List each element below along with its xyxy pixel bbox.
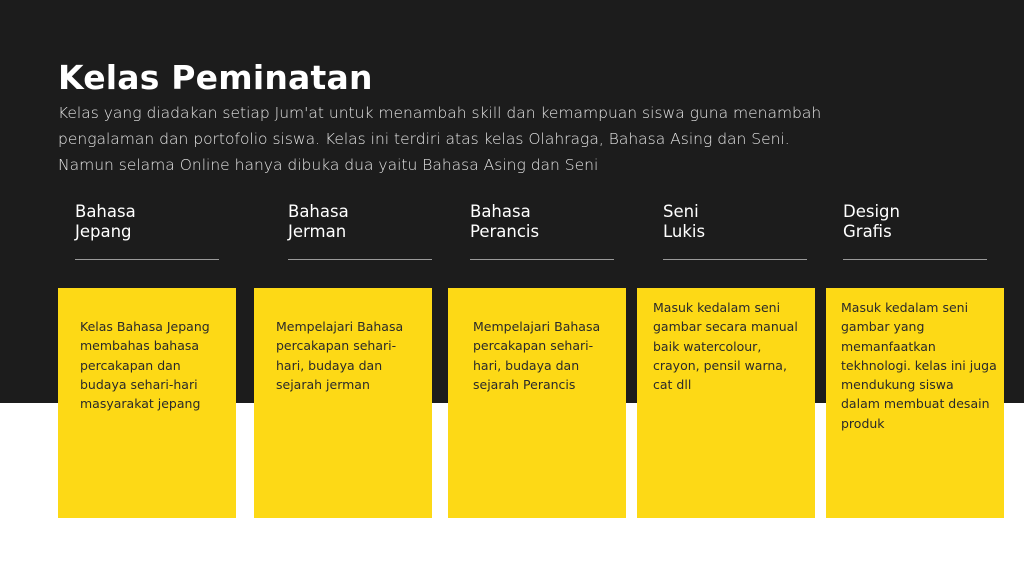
course-heading-line: Seni bbox=[663, 202, 699, 221]
course-card-bahasa-jerman bbox=[254, 288, 432, 518]
course-heading-line: Bahasa bbox=[75, 202, 136, 221]
course-heading-line: Jerman bbox=[288, 221, 347, 241]
description-line: Kelas yang diadakan setiap Jum'at untuk menambah skill dan kemampuan siswa guna menambah bbox=[58, 104, 822, 122]
course-heading-line: Lukis bbox=[663, 221, 706, 241]
course-heading-bahasa-perancis bbox=[470, 202, 615, 241]
card-text-line: sejarah Perancis bbox=[473, 376, 576, 392]
card-text-line: masyarakat jepang bbox=[80, 396, 201, 412]
card-text-line: produk bbox=[841, 415, 885, 431]
card-text-line: baik watercolour, bbox=[653, 338, 762, 354]
course-heading-seni-lukis bbox=[663, 202, 808, 241]
card-text-line: sejarah jerman bbox=[276, 376, 370, 392]
card-text-line: mendukung siswa bbox=[841, 377, 954, 393]
course-heading-line: Jepang bbox=[75, 221, 132, 241]
card-text-line: tekhnologi. kelas ini juga bbox=[841, 357, 997, 373]
card-text-line: Mempelajari Bahasa bbox=[276, 319, 404, 334]
course-heading-line: Bahasa bbox=[470, 202, 531, 221]
card-text-line: gambar secara manual bbox=[653, 319, 798, 335]
card-text-line: membahas bahasa bbox=[80, 338, 200, 354]
card-text-line: percakapan sehari- bbox=[276, 338, 397, 354]
course-card-design-grafis bbox=[826, 288, 1004, 518]
card-text-line: Masuk kedalam seni bbox=[841, 300, 969, 315]
card-text-line: cat dll bbox=[653, 377, 692, 393]
card-text-line: percakapan sehari- bbox=[473, 338, 594, 354]
card-text-line: Masuk kedalam seni bbox=[653, 300, 781, 315]
page-description bbox=[58, 100, 878, 178]
course-card-bahasa-perancis bbox=[448, 288, 626, 518]
card-text-line: crayon, pensil warna, bbox=[653, 357, 787, 373]
card-text-line: memanfaatkan bbox=[841, 338, 936, 354]
heading-divider bbox=[288, 259, 432, 260]
heading-divider bbox=[470, 259, 614, 260]
card-text-line: dalam membuat desain bbox=[841, 396, 990, 412]
card-text-line: gambar yang bbox=[841, 319, 925, 335]
heading-divider bbox=[75, 259, 219, 260]
course-card-seni-lukis bbox=[637, 288, 815, 518]
page-title: Kelas Peminatan bbox=[58, 58, 373, 97]
description-line: Namun selama Online hanya dibuka dua yaitu Bahasa Asing dan Seni bbox=[58, 156, 599, 174]
description-line: pengalaman dan portofolio siswa. Kelas ini terdiri atas kelas Olahraga, Bahasa Asing dan Seni. bbox=[58, 130, 790, 148]
course-heading-line: Grafis bbox=[843, 221, 892, 241]
heading-divider bbox=[843, 259, 987, 260]
course-heading-bahasa-jepang bbox=[75, 202, 220, 241]
heading-divider bbox=[663, 259, 807, 260]
course-heading-line: Bahasa bbox=[288, 202, 349, 221]
course-heading-design-grafis bbox=[843, 202, 988, 241]
card-text-line: percakapan dan bbox=[80, 357, 181, 373]
course-heading-line: Design bbox=[843, 202, 900, 221]
card-text-line: Mempelajari Bahasa bbox=[473, 319, 601, 334]
card-text-line: hari, budaya dan bbox=[276, 357, 383, 373]
card-text-line: Kelas Bahasa Jepang bbox=[80, 319, 210, 334]
card-text-line: hari, budaya dan bbox=[473, 357, 580, 373]
course-card-bahasa-jepang bbox=[58, 288, 236, 518]
course-heading-bahasa-jerman bbox=[288, 202, 433, 241]
course-heading-line: Perancis bbox=[470, 221, 540, 241]
card-text-line: budaya sehari-hari bbox=[80, 376, 198, 392]
